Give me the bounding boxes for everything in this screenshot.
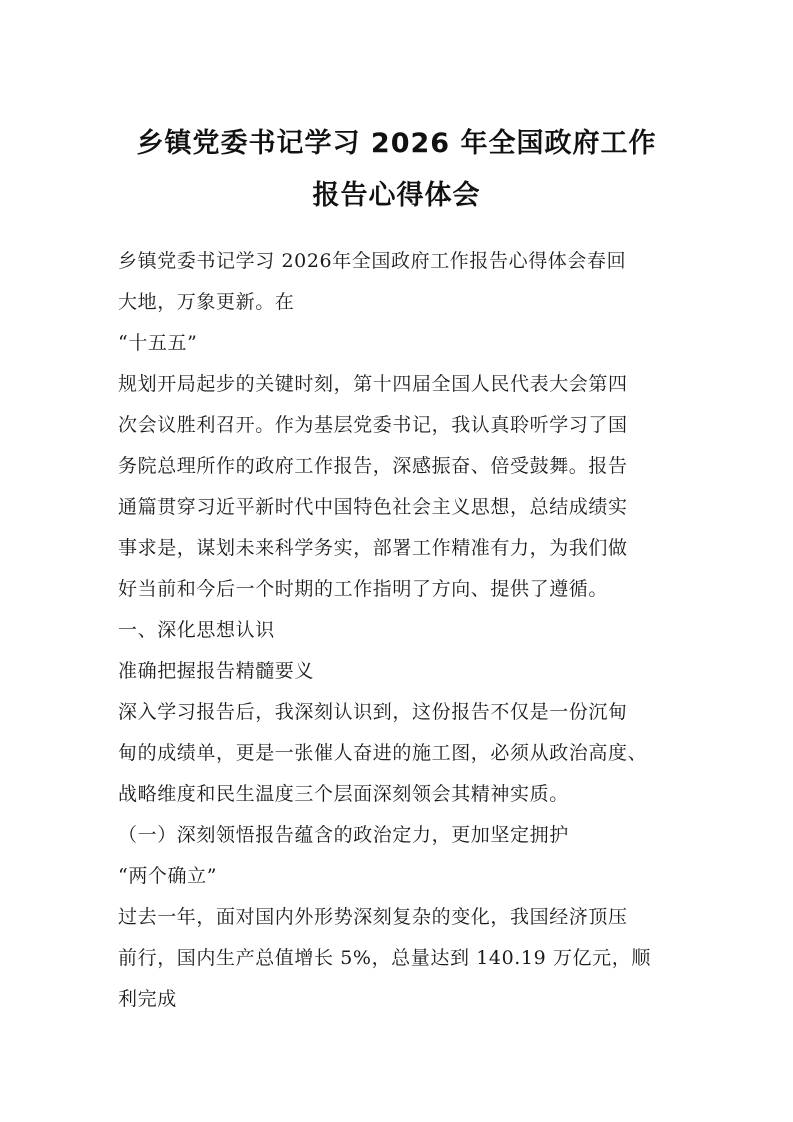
paragraph-line: “十五五” [118, 332, 198, 354]
subsection-heading: （一）深刻领悟报告蕴含的政治定力，更加坚定拥护 [118, 824, 569, 846]
paragraph-line: 大地，万象更新。在 [118, 291, 295, 313]
subsection-heading-continued: “两个确立” [118, 865, 218, 887]
paragraph-line: 好当前和今后一个时期的工作指明了方向、提供了遵循。 [118, 578, 609, 600]
paragraph-line: 务院总理所作的政府工作报告，深感振奋、倍受鼓舞。报告 [118, 455, 628, 477]
paragraph-line: 规划开局起步的关键时刻，第十四届全国人民代表大会第四 [118, 373, 628, 395]
paragraph-line: 甸的成绩单，更是一张催人奋进的施工图，必须从政治高度、 [118, 742, 648, 764]
document-title-line-2: 报告心得体会 [312, 180, 481, 211]
paragraph-line: 利完成 [118, 988, 177, 1010]
section-heading: 一、深化思想认识 [118, 619, 275, 641]
paragraph-line: 深入学习报告后，我深刻认识到，这份报告不仅是一份沉甸 [118, 701, 628, 723]
paragraph-line: 战略维度和民生温度三个层面深刻领会其精神实质。 [118, 783, 569, 805]
paragraph-line: 前行，国内生产总值增长 5%，总量达到 140.19 万亿元，顺 [118, 947, 651, 969]
paragraph-line: 次会议胜利召开。作为基层党委书记，我认真聆听学习了国 [118, 414, 628, 436]
paragraph-line: 乡镇党委书记学习 2026年全国政府工作报告心得体会春回 [118, 250, 627, 272]
document-title-line-1: 乡镇党委书记学习 2026 年全国政府工作 [136, 128, 657, 159]
section-subheading: 准确把握报告精髓要义 [118, 660, 315, 682]
paragraph-line: 通篇贯穿习近平新时代中国特色社会主义思想，总结成绩实 [118, 496, 628, 518]
paragraph-line: 过去一年，面对国内外形势深刻复杂的变化，我国经济顶压 [118, 906, 628, 928]
paragraph-line: 事求是，谋划未来科学务实，部署工作精准有力，为我们做 [118, 537, 628, 559]
